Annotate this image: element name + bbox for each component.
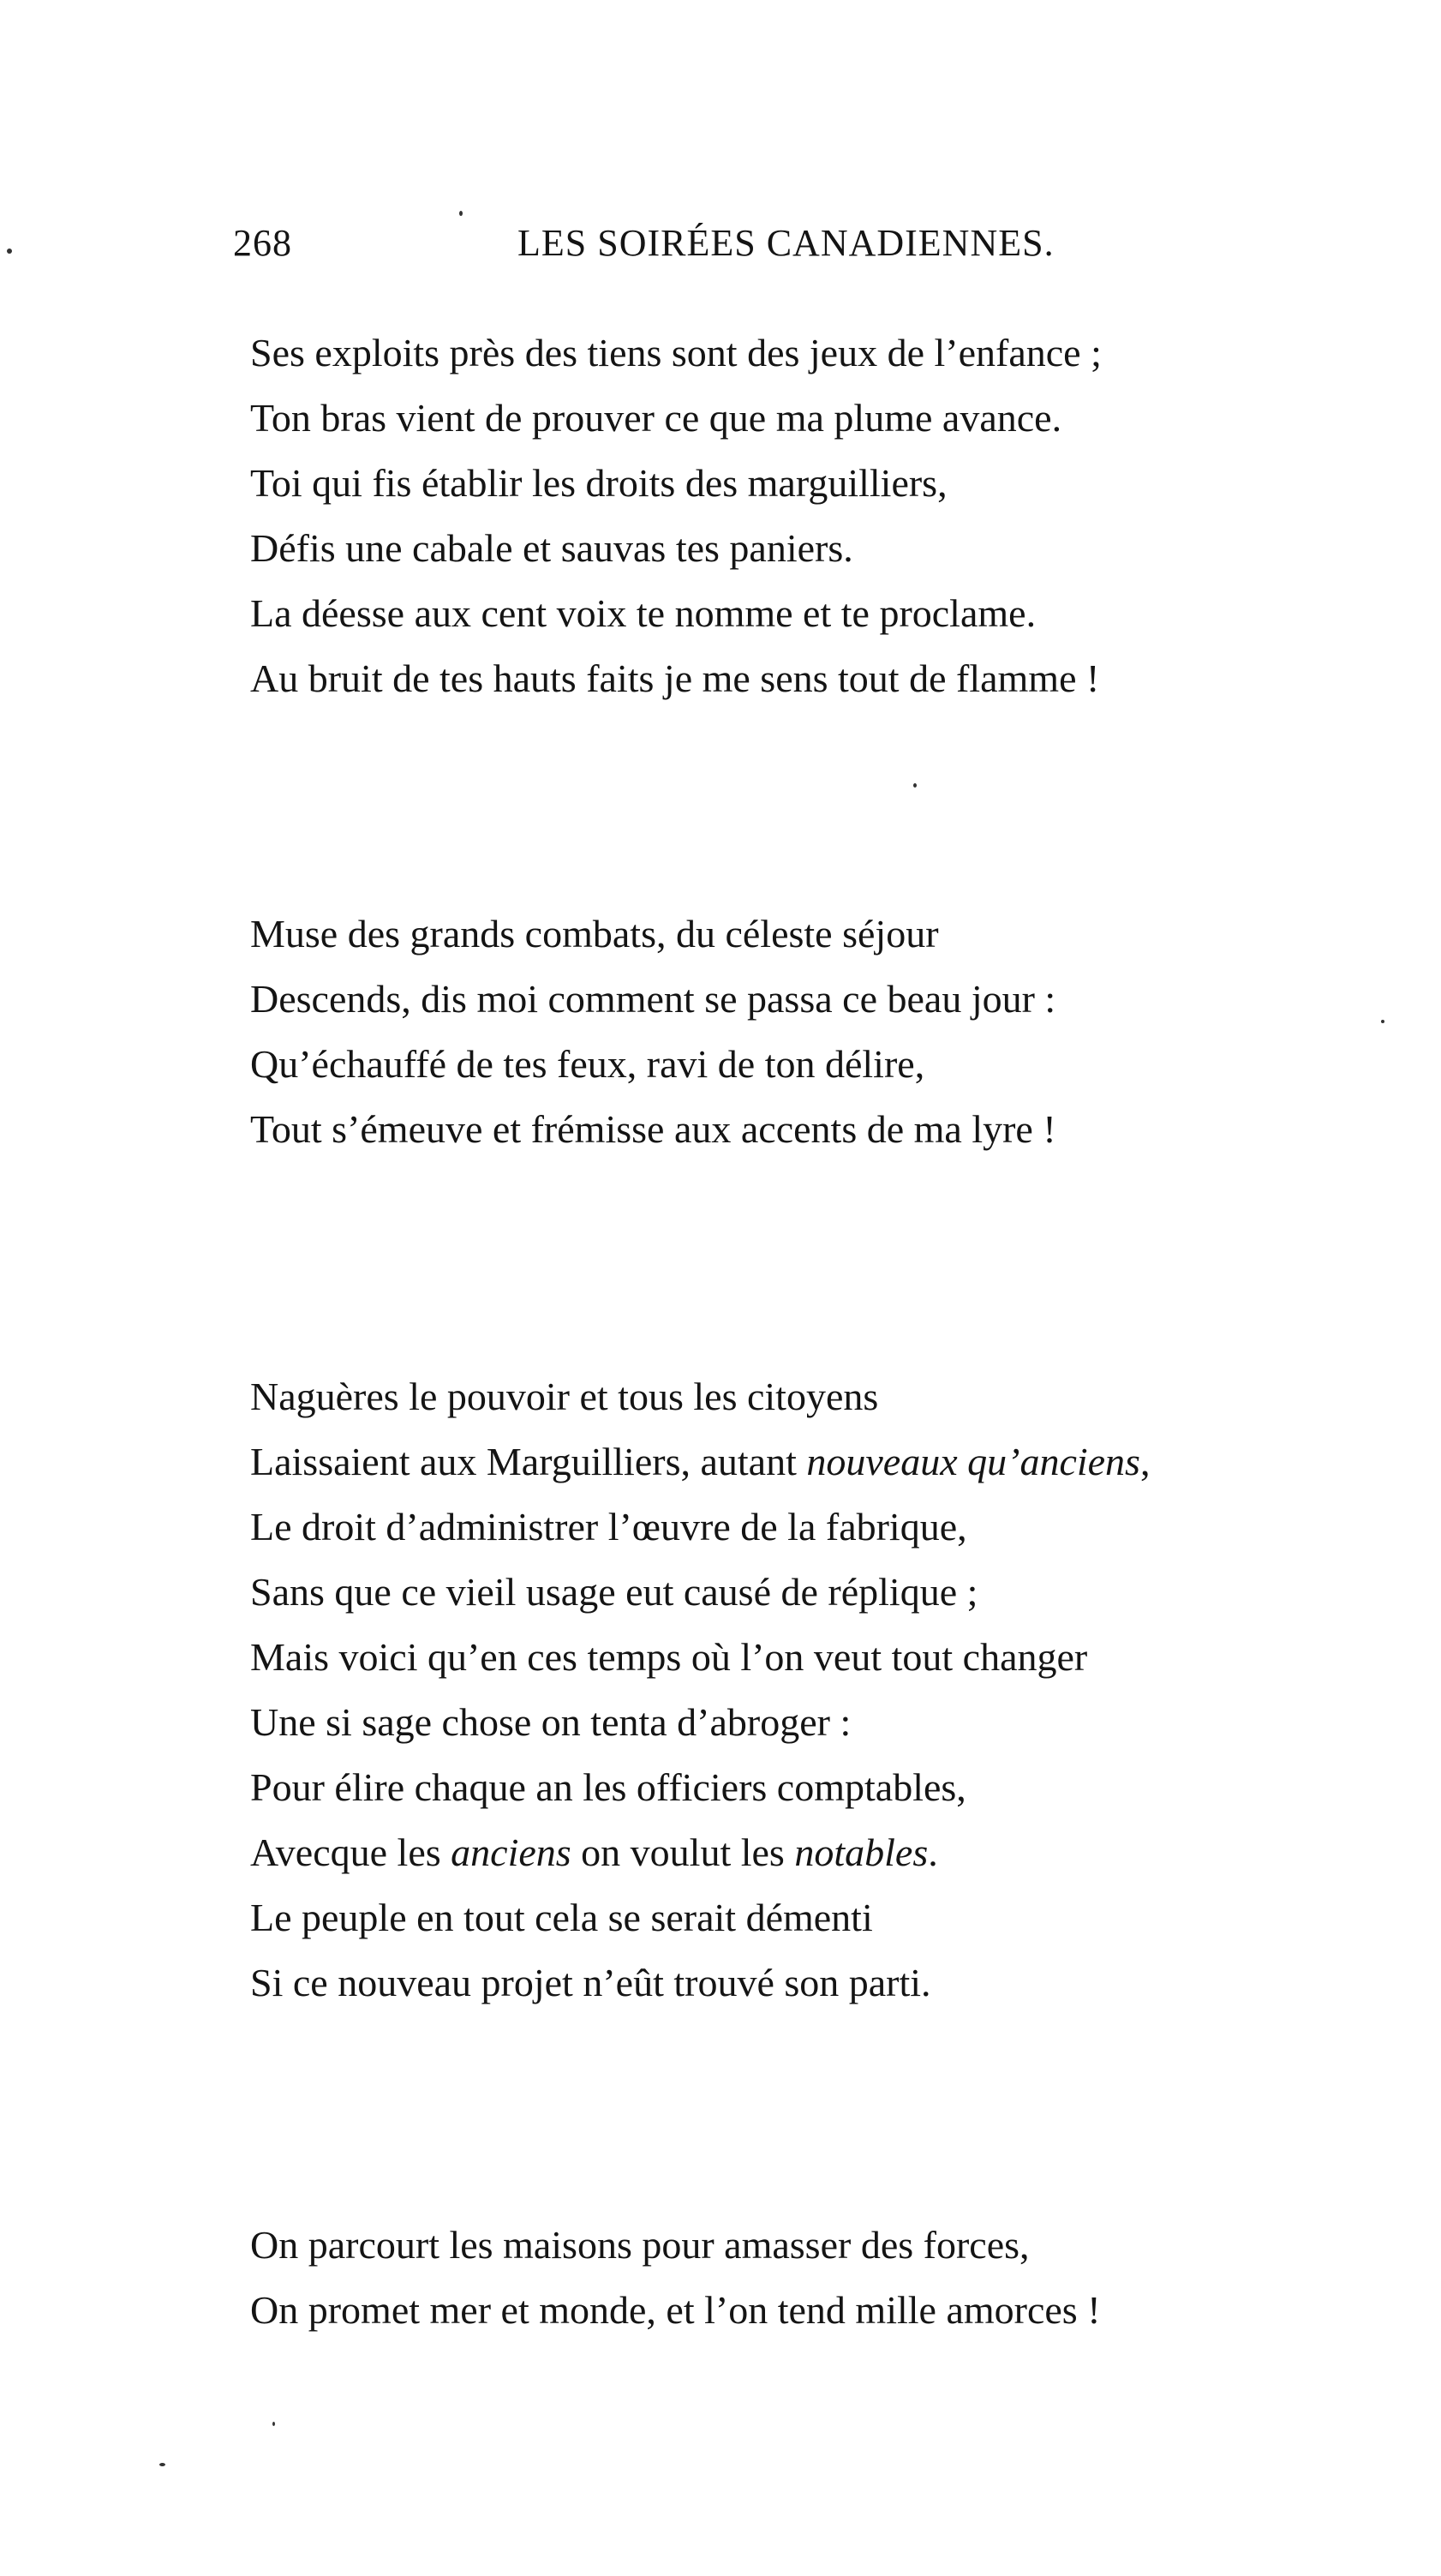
italic-word: notables	[794, 1830, 929, 1874]
verse-line: Au bruit de tes hauts faits je me sens tout de flamme !	[250, 656, 1100, 700]
verse-segment: on voulut les	[571, 1830, 795, 1874]
ink-speck	[159, 2463, 165, 2466]
verse-segment: .	[928, 1830, 938, 1874]
verse-line: Toi qui fis établir les droits des marguilliers,	[250, 461, 948, 505]
verse-line: Défis une cabale et sauvas tes paniers.	[250, 526, 853, 570]
verse-line: Ses exploits près des tiens sont des jeux de l’enfance ;	[250, 331, 1102, 374]
verse-line: Muse des grands combats, du céleste séjour	[250, 912, 939, 956]
verse-line: Le droit d’administrer l’œuvre de la fabrique,	[250, 1505, 967, 1549]
stanza-4	[250, 2213, 1101, 2343]
italic-word: anciens	[451, 1830, 571, 1874]
verse-segment: Avecque les	[250, 1830, 451, 1874]
page-header	[233, 221, 1133, 269]
verse-line: On parcourt les maisons pour amasser des forces,	[250, 2223, 1030, 2267]
verse-line	[250, 1820, 1150, 1885]
stanza-2	[250, 902, 1056, 1162]
verse-line: Qu’échauffé de tes feux, ravi de ton délire,	[250, 1042, 925, 1086]
verse-line: Si ce nouveau projet n’eût trouvé son parti.	[250, 1961, 931, 2004]
stanza-3	[250, 1364, 1150, 2016]
italic-phrase: nouveaux qu’anciens	[806, 1440, 1140, 1483]
ink-speck	[913, 783, 917, 788]
page-number: 268	[233, 222, 292, 264]
ink-speck	[1381, 1020, 1384, 1023]
verse-segment: ,	[1139, 1440, 1151, 1483]
verse-line: Descends, dis moi comment se passa ce beau jour :	[250, 977, 1056, 1021]
verse-line: Le peuple en tout cela se serait démenti	[250, 1896, 873, 1939]
verse-line: On promet mer et monde, et l’on tend mille amorces !	[250, 2288, 1101, 2332]
ink-speck	[459, 211, 463, 216]
running-title: LES SOIRÉES CANADIENNES.	[517, 222, 1055, 264]
verse-line: Sans que ce vieil usage eut causé de réplique ;	[250, 1570, 978, 1614]
verse-line: Une si sage chose on tenta d’abroger :	[250, 1700, 852, 1744]
verse-segment: Laissaient aux Marguilliers, autant	[250, 1440, 807, 1483]
verse-line: Naguères le pouvoir et tous les citoyens	[250, 1375, 879, 1418]
ink-speck	[272, 2422, 275, 2426]
verse-line: Pour élire chaque an les officiers comptables,	[250, 1765, 966, 1809]
verse-line	[250, 1429, 1150, 1495]
verse-line: La déesse aux cent voix te nomme et te proclame.	[250, 591, 1037, 635]
verse-line: Ton bras vient de prouver ce que ma plume avance.	[250, 396, 1062, 440]
verse-line: Mais voici qu’en ces temps où l’on veut tout changer	[250, 1635, 1088, 1679]
stanza-1	[250, 321, 1102, 711]
verse-line: Tout s’émeuve et frémisse aux accents de ma lyre !	[250, 1107, 1056, 1151]
ink-speck	[7, 249, 12, 254]
